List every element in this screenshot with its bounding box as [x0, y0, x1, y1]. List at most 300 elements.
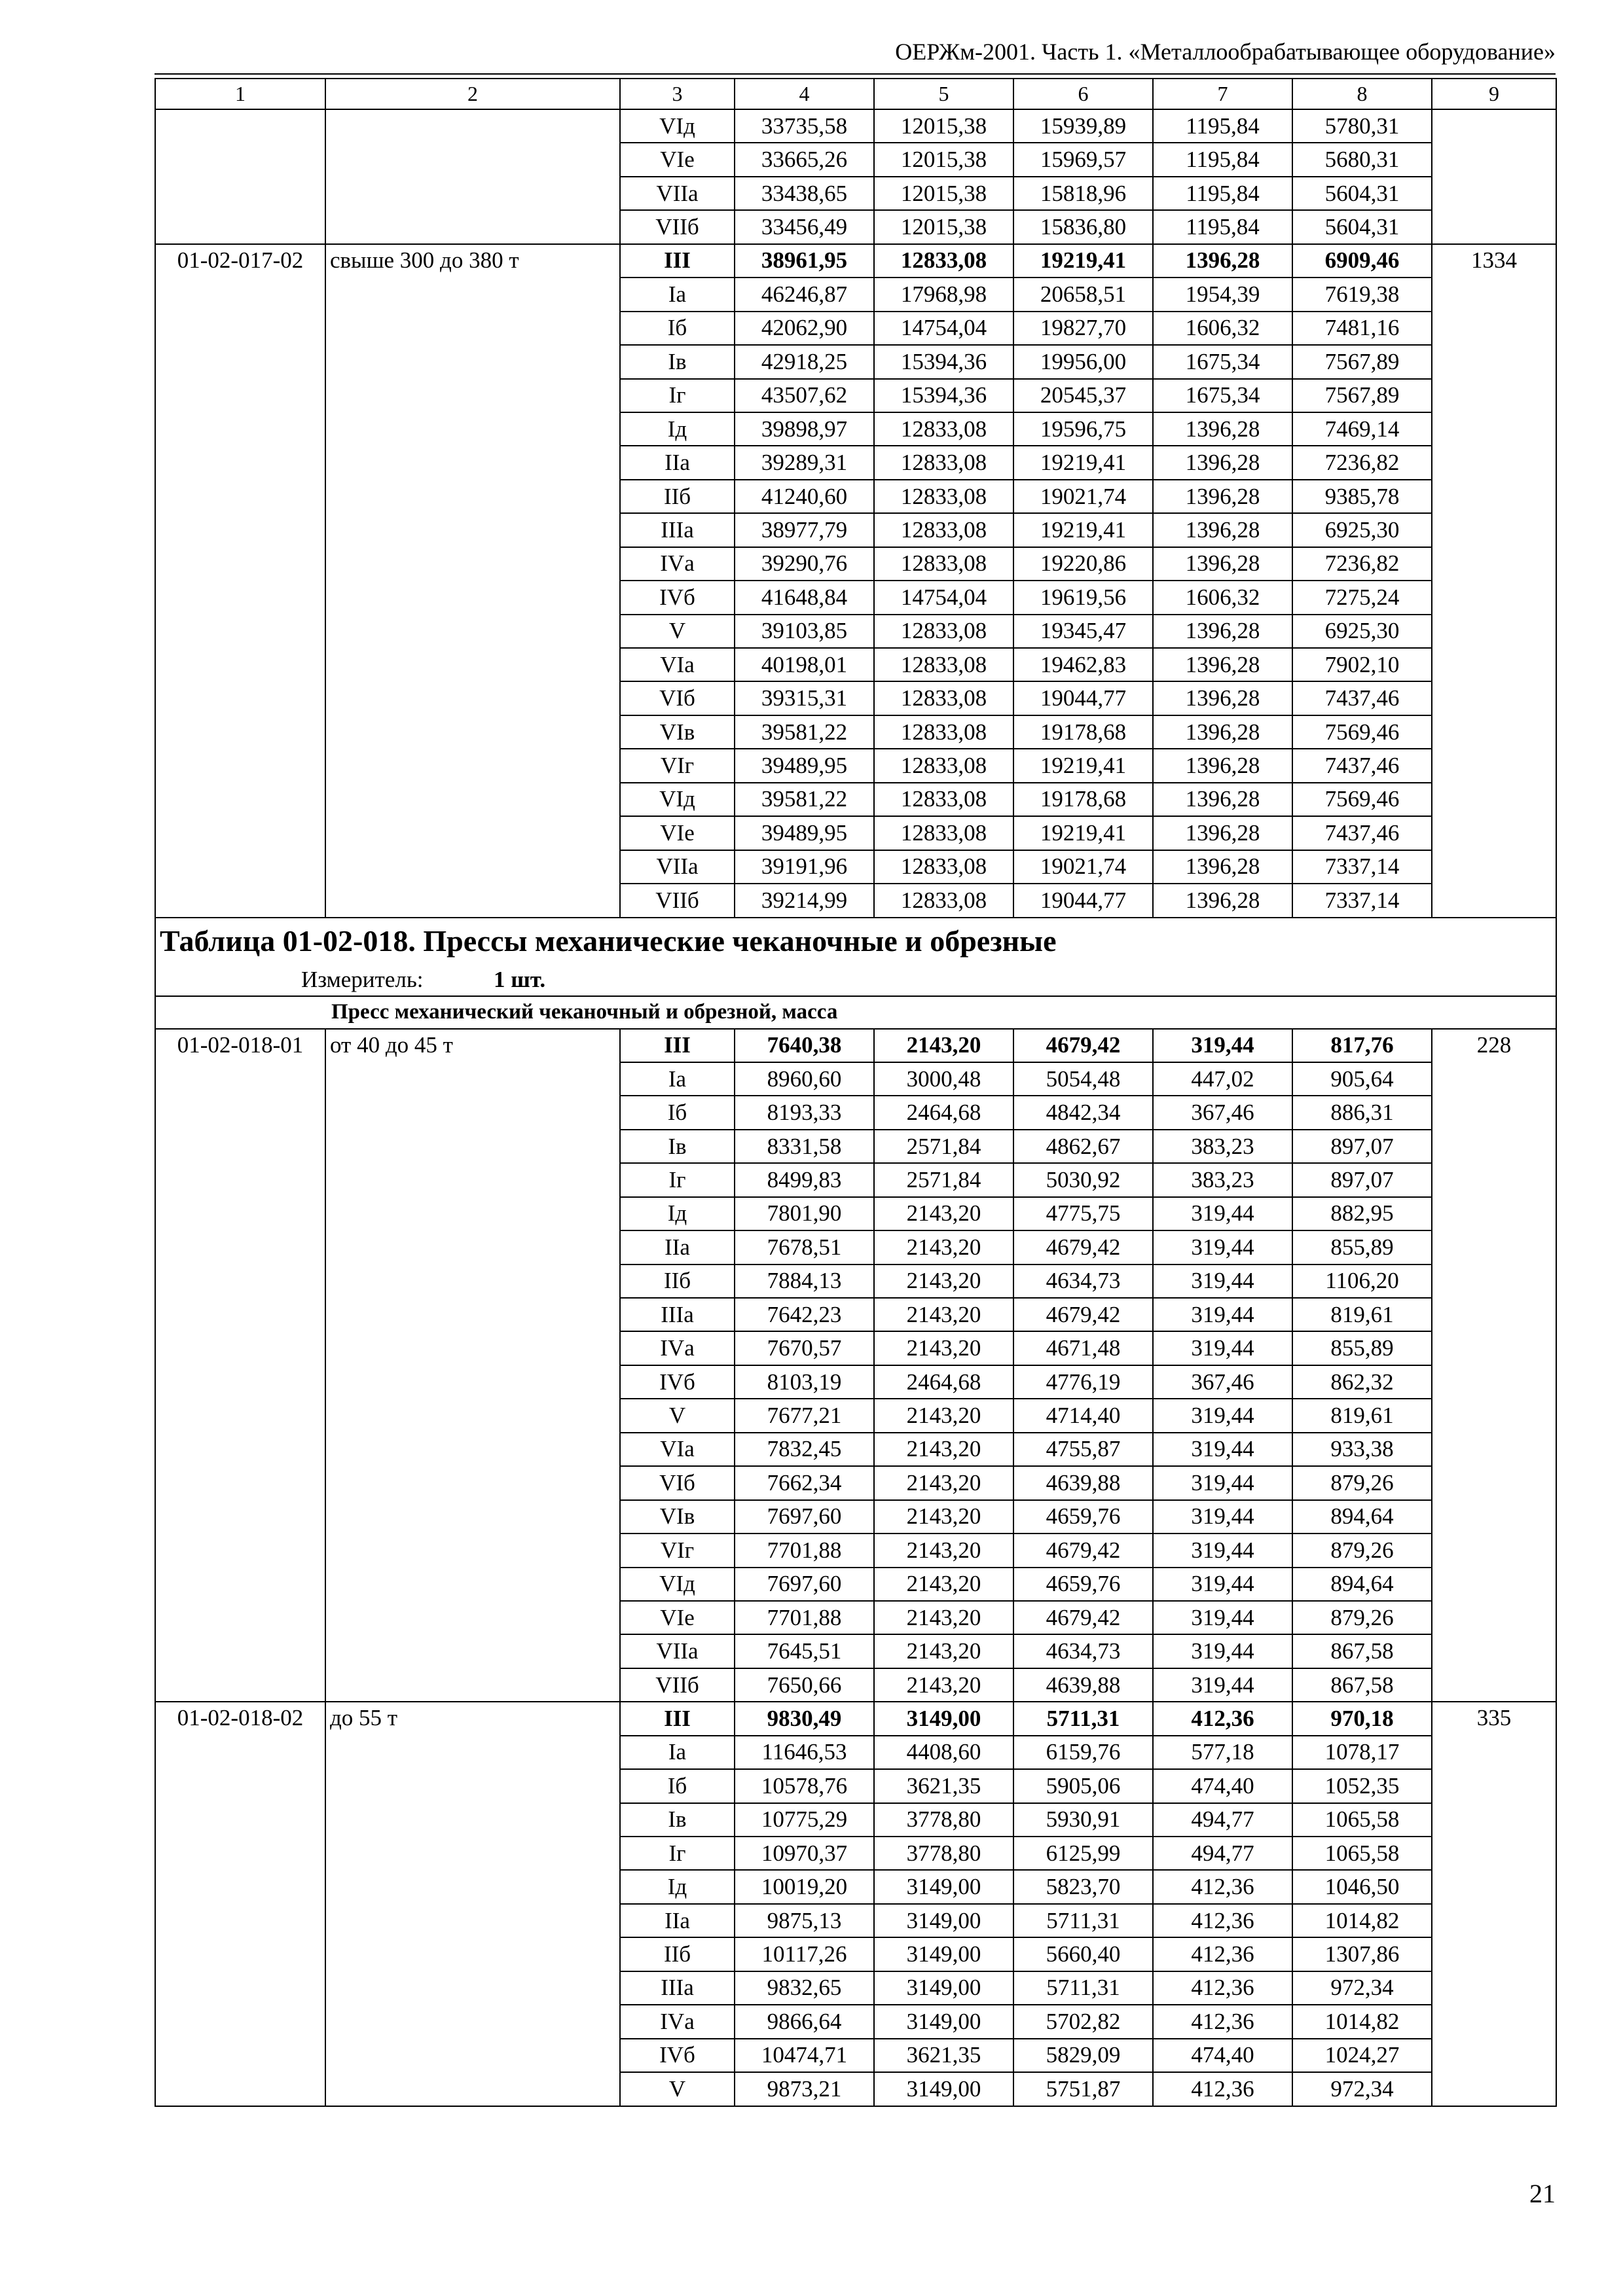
value-col7: 1396,28 — [1153, 615, 1292, 648]
value-col8: 1046,50 — [1292, 1870, 1432, 1903]
value-col6: 5823,70 — [1013, 1870, 1153, 1903]
table-title-row — [155, 918, 1556, 964]
value-col5: 12833,08 — [874, 446, 1013, 479]
value-col5: 12833,08 — [874, 681, 1013, 715]
class-cell: VIIа — [620, 177, 735, 210]
value-col4: 7832,45 — [735, 1433, 874, 1466]
value-col4: 7701,88 — [735, 1534, 874, 1567]
value-col7: 319,44 — [1153, 1433, 1292, 1466]
class-cell: Iб — [620, 1769, 735, 1803]
value-col7: 494,77 — [1153, 1803, 1292, 1837]
value-col7: 1396,28 — [1153, 681, 1292, 715]
value-col4: 39214,99 — [735, 884, 874, 917]
value-col4: 39315,31 — [735, 681, 874, 715]
value-col6: 19220,86 — [1013, 547, 1153, 581]
value-col6: 4862,67 — [1013, 1130, 1153, 1163]
value-col8: 7337,14 — [1292, 884, 1432, 917]
value-col4: 39289,31 — [735, 446, 874, 479]
value-col4: 42918,25 — [735, 345, 874, 378]
class-cell: Iб — [620, 1096, 735, 1129]
value-col8: 1078,17 — [1292, 1736, 1432, 1769]
class-cell: VIе — [620, 143, 735, 176]
value-col8: 879,26 — [1292, 1601, 1432, 1634]
value-col5: 3149,00 — [874, 1702, 1013, 1735]
value-col7: 383,23 — [1153, 1163, 1292, 1196]
value-col6: 19178,68 — [1013, 715, 1153, 749]
class-cell: Iа — [620, 278, 735, 311]
value-col4: 8103,19 — [735, 1365, 874, 1399]
value-col4: 7697,60 — [735, 1568, 874, 1601]
meter-value: 1 шт. — [494, 966, 546, 992]
value-col4: 10117,26 — [735, 1937, 874, 1971]
item-description: свыше 300 до 380 т — [325, 244, 620, 918]
item-count: 1334 — [1432, 244, 1556, 918]
class-cell: Iг — [620, 379, 735, 412]
column-number: 5 — [874, 79, 1013, 109]
class-cell: VIIб — [620, 210, 735, 243]
value-col4: 39581,22 — [735, 783, 874, 816]
value-col8: 879,26 — [1292, 1534, 1432, 1567]
value-col7: 319,44 — [1153, 1668, 1292, 1702]
value-col7: 1606,32 — [1153, 581, 1292, 614]
value-col7: 447,02 — [1153, 1062, 1292, 1096]
value-col6: 15836,80 — [1013, 210, 1153, 243]
value-col7: 319,44 — [1153, 1568, 1292, 1601]
value-col4: 39290,76 — [735, 547, 874, 581]
class-cell: V — [620, 615, 735, 648]
value-col8: 970,18 — [1292, 1702, 1432, 1735]
value-col7: 412,36 — [1153, 2005, 1292, 2038]
value-col6: 4639,88 — [1013, 1466, 1153, 1499]
class-cell: VIд — [620, 1568, 735, 1601]
value-col8: 7569,46 — [1292, 783, 1432, 816]
value-col4: 9866,64 — [735, 2005, 874, 2038]
value-col5: 4408,60 — [874, 1736, 1013, 1769]
value-col6: 19178,68 — [1013, 783, 1153, 816]
value-col8: 7337,14 — [1292, 850, 1432, 884]
value-col8: 7902,10 — [1292, 648, 1432, 681]
value-col5: 2143,20 — [874, 1534, 1013, 1567]
value-col7: 319,44 — [1153, 1197, 1292, 1230]
value-col8: 7236,82 — [1292, 446, 1432, 479]
value-col7: 1675,34 — [1153, 345, 1292, 378]
value-col7: 1396,28 — [1153, 816, 1292, 850]
value-col8: 1014,82 — [1292, 1904, 1432, 1937]
value-col7: 474,40 — [1153, 2039, 1292, 2072]
value-col7: 1396,28 — [1153, 783, 1292, 816]
class-cell: VIг — [620, 1534, 735, 1567]
value-col5: 2143,20 — [874, 1230, 1013, 1264]
class-cell: III — [620, 1702, 735, 1735]
value-col8: 1024,27 — [1292, 2039, 1432, 2072]
value-col4: 7670,57 — [735, 1331, 874, 1365]
table-row — [155, 1702, 1556, 1735]
class-cell: IIа — [620, 1230, 735, 1264]
value-col4: 39103,85 — [735, 615, 874, 648]
class-cell: IVа — [620, 2005, 735, 2038]
value-col6: 5054,48 — [1013, 1062, 1153, 1096]
column-number: 6 — [1013, 79, 1153, 109]
value-col8: 867,58 — [1292, 1668, 1432, 1702]
value-col5: 12015,38 — [874, 109, 1013, 143]
value-col8: 882,95 — [1292, 1197, 1432, 1230]
meter-label: Измеритель: — [301, 966, 424, 992]
value-col4: 10578,76 — [735, 1769, 874, 1803]
value-col6: 4679,42 — [1013, 1298, 1153, 1331]
column-number: 4 — [735, 79, 874, 109]
value-col7: 367,46 — [1153, 1365, 1292, 1399]
value-col5: 12833,08 — [874, 547, 1013, 581]
value-col5: 2143,20 — [874, 1298, 1013, 1331]
value-col6: 19219,41 — [1013, 446, 1153, 479]
value-col6: 4679,42 — [1013, 1230, 1153, 1264]
column-number: 3 — [620, 79, 735, 109]
value-col6: 4842,34 — [1013, 1096, 1153, 1129]
class-cell: IIб — [620, 1937, 735, 1971]
item-description — [325, 109, 620, 244]
value-col5: 12833,08 — [874, 749, 1013, 782]
value-col8: 886,31 — [1292, 1096, 1432, 1129]
value-col6: 6125,99 — [1013, 1837, 1153, 1870]
value-col8: 5780,31 — [1292, 109, 1432, 143]
value-col6: 19219,41 — [1013, 749, 1153, 782]
value-col6: 4634,73 — [1013, 1265, 1153, 1298]
value-col7: 1195,84 — [1153, 210, 1292, 243]
value-col5: 12015,38 — [874, 143, 1013, 176]
value-col8: 855,89 — [1292, 1331, 1432, 1365]
value-col5: 12015,38 — [874, 210, 1013, 243]
value-col6: 19596,75 — [1013, 412, 1153, 446]
value-col6: 4755,87 — [1013, 1433, 1153, 1466]
value-col5: 12833,08 — [874, 244, 1013, 278]
price-table — [155, 78, 1557, 2107]
value-col8: 879,26 — [1292, 1466, 1432, 1499]
value-col4: 7697,60 — [735, 1500, 874, 1534]
value-col5: 14754,04 — [874, 581, 1013, 614]
table-row — [155, 244, 1556, 278]
value-col6: 19827,70 — [1013, 312, 1153, 345]
class-cell: Iв — [620, 345, 735, 378]
value-col6: 4671,48 — [1013, 1331, 1153, 1365]
value-col5: 12833,08 — [874, 480, 1013, 513]
value-col5: 3778,80 — [874, 1837, 1013, 1870]
class-cell: VIIб — [620, 884, 735, 917]
value-col6: 4775,75 — [1013, 1197, 1153, 1230]
value-col6: 19219,41 — [1013, 513, 1153, 547]
class-cell: VIе — [620, 816, 735, 850]
value-col6: 19345,47 — [1013, 615, 1153, 648]
value-col5: 2143,20 — [874, 1466, 1013, 1499]
value-col7: 1396,28 — [1153, 850, 1292, 884]
value-col5: 3621,35 — [874, 1769, 1013, 1803]
value-col5: 2143,20 — [874, 1568, 1013, 1601]
value-col7: 319,44 — [1153, 1601, 1292, 1634]
value-col7: 1396,28 — [1153, 244, 1292, 278]
group-row — [155, 996, 1556, 1029]
value-col6: 19956,00 — [1013, 345, 1153, 378]
value-col6: 5711,31 — [1013, 1904, 1153, 1937]
column-number: 2 — [325, 79, 620, 109]
value-col5: 12833,08 — [874, 412, 1013, 446]
value-col6: 19219,41 — [1013, 244, 1153, 278]
value-col4: 39489,95 — [735, 749, 874, 782]
value-col8: 972,34 — [1292, 1971, 1432, 2005]
value-col8: 819,61 — [1292, 1399, 1432, 1432]
value-col4: 10970,37 — [735, 1837, 874, 1870]
value-col5: 3000,48 — [874, 1062, 1013, 1096]
group-label: Пресс механический чеканочный и обрезной, масса — [155, 996, 1556, 1029]
value-col5: 2143,20 — [874, 1500, 1013, 1534]
value-col8: 897,07 — [1292, 1130, 1432, 1163]
value-col6: 4714,40 — [1013, 1399, 1153, 1432]
value-col5: 2571,84 — [874, 1130, 1013, 1163]
value-col6: 5751,87 — [1013, 2072, 1153, 2106]
value-col6: 20545,37 — [1013, 379, 1153, 412]
value-col8: 6925,30 — [1292, 615, 1432, 648]
value-col6: 5829,09 — [1013, 2039, 1153, 2072]
item-description: от 40 до 45 т — [325, 1029, 620, 1702]
value-col8: 5604,31 — [1292, 177, 1432, 210]
item-count: 335 — [1432, 1702, 1556, 2106]
column-number: 7 — [1153, 79, 1292, 109]
value-col4: 10019,20 — [735, 1870, 874, 1903]
value-col4: 40198,01 — [735, 648, 874, 681]
value-col7: 319,44 — [1153, 1466, 1292, 1499]
value-col6: 5702,82 — [1013, 2005, 1153, 2038]
class-cell: IIа — [620, 1904, 735, 1937]
value-col6: 5030,92 — [1013, 1163, 1153, 1196]
value-col4: 8193,33 — [735, 1096, 874, 1129]
value-col5: 3621,35 — [874, 2039, 1013, 2072]
value-col4: 43507,62 — [735, 379, 874, 412]
class-cell: III — [620, 1029, 735, 1062]
value-col4: 41240,60 — [735, 480, 874, 513]
value-col5: 12833,08 — [874, 715, 1013, 749]
class-cell: Iд — [620, 412, 735, 446]
value-col5: 3149,00 — [874, 1937, 1013, 1971]
value-col5: 2143,20 — [874, 1433, 1013, 1466]
value-col7: 1396,28 — [1153, 749, 1292, 782]
value-col5: 2143,20 — [874, 1601, 1013, 1634]
value-col5: 12833,08 — [874, 850, 1013, 884]
value-col8: 817,76 — [1292, 1029, 1432, 1062]
value-col8: 894,64 — [1292, 1568, 1432, 1601]
value-col4: 41648,84 — [735, 581, 874, 614]
value-col7: 1396,28 — [1153, 715, 1292, 749]
value-col5: 12015,38 — [874, 177, 1013, 210]
class-cell: IVа — [620, 547, 735, 581]
table-title: Таблица 01-02-018. Прессы механические чеканочные и обрезные — [155, 918, 1556, 964]
value-col4: 39191,96 — [735, 850, 874, 884]
value-col7: 319,44 — [1153, 1265, 1292, 1298]
class-cell: Iв — [620, 1130, 735, 1163]
value-col8: 1106,20 — [1292, 1265, 1432, 1298]
value-col5: 3149,00 — [874, 1870, 1013, 1903]
value-col4: 38961,95 — [735, 244, 874, 278]
value-col7: 1396,28 — [1153, 547, 1292, 581]
class-cell: VIIа — [620, 850, 735, 884]
value-col8: 5680,31 — [1292, 143, 1432, 176]
item-code: 01-02-018-01 — [155, 1029, 325, 1702]
value-col6: 19219,41 — [1013, 816, 1153, 850]
column-number-row — [155, 79, 1556, 109]
value-col5: 14754,04 — [874, 312, 1013, 345]
value-col4: 7642,23 — [735, 1298, 874, 1331]
value-col5: 2143,20 — [874, 1265, 1013, 1298]
value-col6: 4679,42 — [1013, 1534, 1153, 1567]
value-col4: 39581,22 — [735, 715, 874, 749]
value-col5: 2464,68 — [874, 1096, 1013, 1129]
value-col7: 319,44 — [1153, 1230, 1292, 1264]
meter-row — [155, 964, 1556, 996]
value-col5: 3778,80 — [874, 1803, 1013, 1837]
class-cell: IIб — [620, 480, 735, 513]
class-cell: Iг — [620, 1163, 735, 1196]
class-cell: IIб — [620, 1265, 735, 1298]
column-number: 1 — [155, 79, 325, 109]
value-col7: 1195,84 — [1153, 143, 1292, 176]
class-cell: Iд — [620, 1197, 735, 1230]
value-col7: 319,44 — [1153, 1298, 1292, 1331]
value-col5: 12833,08 — [874, 783, 1013, 816]
value-col6: 6159,76 — [1013, 1736, 1153, 1769]
value-col5: 3149,00 — [874, 2072, 1013, 2106]
value-col6: 19462,83 — [1013, 648, 1153, 681]
value-col4: 39898,97 — [735, 412, 874, 446]
value-col7: 1954,39 — [1153, 278, 1292, 311]
value-col5: 2143,20 — [874, 1197, 1013, 1230]
class-cell: Iб — [620, 312, 735, 345]
class-cell: IIIа — [620, 1298, 735, 1331]
value-col4: 7650,66 — [735, 1668, 874, 1702]
class-cell: VIа — [620, 1433, 735, 1466]
value-col8: 867,58 — [1292, 1634, 1432, 1668]
value-col5: 2143,20 — [874, 1331, 1013, 1365]
value-col8: 7437,46 — [1292, 749, 1432, 782]
value-col4: 42062,90 — [735, 312, 874, 345]
value-col5: 3149,00 — [874, 1904, 1013, 1937]
value-col8: 819,61 — [1292, 1298, 1432, 1331]
value-col8: 6909,46 — [1292, 244, 1432, 278]
class-cell: VIд — [620, 783, 735, 816]
value-col8: 905,64 — [1292, 1062, 1432, 1096]
value-col6: 5930,91 — [1013, 1803, 1153, 1837]
class-cell: IVб — [620, 2039, 735, 2072]
value-col8: 7275,24 — [1292, 581, 1432, 614]
value-col4: 8960,60 — [735, 1062, 874, 1096]
value-col8: 933,38 — [1292, 1433, 1432, 1466]
value-col6: 4776,19 — [1013, 1365, 1153, 1399]
value-col4: 46246,87 — [735, 278, 874, 311]
value-col8: 1052,35 — [1292, 1769, 1432, 1803]
class-cell: VIа — [620, 648, 735, 681]
value-col5: 15394,36 — [874, 345, 1013, 378]
value-col6: 19044,77 — [1013, 884, 1153, 917]
value-col8: 7567,89 — [1292, 379, 1432, 412]
value-col5: 2143,20 — [874, 1634, 1013, 1668]
value-col5: 12833,08 — [874, 513, 1013, 547]
class-cell: VIв — [620, 1500, 735, 1534]
value-col4: 7884,13 — [735, 1265, 874, 1298]
value-col7: 367,46 — [1153, 1096, 1292, 1129]
item-description: до 55 т — [325, 1702, 620, 2106]
class-cell: Iа — [620, 1062, 735, 1096]
value-col8: 862,32 — [1292, 1365, 1432, 1399]
value-col4: 10775,29 — [735, 1803, 874, 1837]
value-col7: 412,36 — [1153, 2072, 1292, 2106]
value-col7: 412,36 — [1153, 1971, 1292, 2005]
value-col7: 319,44 — [1153, 1029, 1292, 1062]
value-col4: 10474,71 — [735, 2039, 874, 2072]
value-col5: 3149,00 — [874, 2005, 1013, 2038]
value-col6: 19044,77 — [1013, 681, 1153, 715]
value-col4: 7801,90 — [735, 1197, 874, 1230]
class-cell: VIб — [620, 681, 735, 715]
value-col5: 12833,08 — [874, 816, 1013, 850]
value-col6: 5711,31 — [1013, 1971, 1153, 2005]
value-col4: 7640,38 — [735, 1029, 874, 1062]
value-col8: 5604,31 — [1292, 210, 1432, 243]
value-col6: 19021,74 — [1013, 850, 1153, 884]
value-col8: 7569,46 — [1292, 715, 1432, 749]
page-header — [155, 34, 1556, 75]
item-count: 228 — [1432, 1029, 1556, 1702]
class-cell: V — [620, 2072, 735, 2106]
class-cell: VIIа — [620, 1634, 735, 1668]
value-col7: 319,44 — [1153, 1500, 1292, 1534]
value-col6: 15939,89 — [1013, 109, 1153, 143]
class-cell: IIIа — [620, 513, 735, 547]
value-col8: 7469,14 — [1292, 412, 1432, 446]
class-cell: IIIа — [620, 1971, 735, 2005]
value-col7: 494,77 — [1153, 1837, 1292, 1870]
value-col5: 2143,20 — [874, 1029, 1013, 1062]
value-col7: 319,44 — [1153, 1634, 1292, 1668]
class-cell: Iа — [620, 1736, 735, 1769]
value-col7: 1396,28 — [1153, 446, 1292, 479]
value-col4: 9830,49 — [735, 1702, 874, 1735]
value-col5: 17968,98 — [874, 278, 1013, 311]
value-col7: 1675,34 — [1153, 379, 1292, 412]
value-col4: 33438,65 — [735, 177, 874, 210]
header-title: ОЕРЖм-2001. Часть 1. «Металлообрабатывающее оборудование» — [895, 39, 1556, 65]
page-number: 21 — [1529, 2179, 1556, 2208]
value-col7: 1195,84 — [1153, 177, 1292, 210]
value-col7: 1396,28 — [1153, 513, 1292, 547]
value-col8: 7437,46 — [1292, 816, 1432, 850]
value-col6: 4659,76 — [1013, 1568, 1153, 1601]
value-col6: 4679,42 — [1013, 1601, 1153, 1634]
class-cell: Iд — [620, 1870, 735, 1903]
value-col8: 7619,38 — [1292, 278, 1432, 311]
value-col4: 8499,83 — [735, 1163, 874, 1196]
value-col4: 11646,53 — [735, 1736, 874, 1769]
value-col7: 1606,32 — [1153, 312, 1292, 345]
value-col8: 1014,82 — [1292, 2005, 1432, 2038]
value-col4: 33456,49 — [735, 210, 874, 243]
item-code: 01-02-017-02 — [155, 244, 325, 918]
column-number: 8 — [1292, 79, 1432, 109]
value-col4: 8331,58 — [735, 1130, 874, 1163]
value-col6: 5905,06 — [1013, 1769, 1153, 1803]
value-col8: 1065,58 — [1292, 1837, 1432, 1870]
value-col7: 1396,28 — [1153, 648, 1292, 681]
value-col4: 38977,79 — [735, 513, 874, 547]
value-col8: 1065,58 — [1292, 1803, 1432, 1837]
value-col6: 19619,56 — [1013, 581, 1153, 614]
value-col7: 1396,28 — [1153, 480, 1292, 513]
value-col4: 7662,34 — [735, 1466, 874, 1499]
